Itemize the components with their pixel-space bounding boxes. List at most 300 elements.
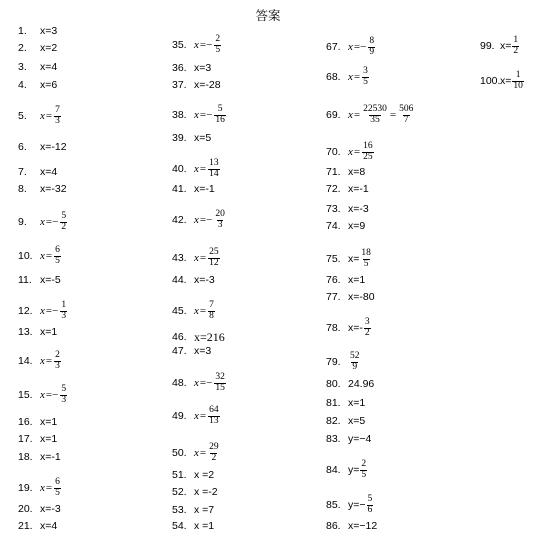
answer-item bbox=[172, 80, 221, 91]
fraction-numerator: 7 bbox=[209, 300, 214, 310]
fraction-denominator: 5 bbox=[55, 255, 60, 266]
fraction bbox=[398, 105, 414, 126]
item-number: 8. bbox=[18, 183, 27, 195]
answer-item bbox=[172, 373, 227, 394]
answer-item bbox=[326, 249, 373, 270]
answer-value bbox=[348, 37, 376, 58]
fraction-numerator: 52 bbox=[350, 351, 360, 361]
answer-value bbox=[40, 385, 68, 406]
fraction-denominator: 3 bbox=[55, 115, 60, 126]
answer-item bbox=[18, 327, 57, 338]
fraction-denominator: 14 bbox=[209, 168, 219, 179]
answer-variable: x bbox=[40, 215, 45, 228]
fraction-numerator: 6 bbox=[55, 245, 60, 255]
item-number: 41. bbox=[172, 183, 187, 195]
answer-sign: = bbox=[199, 304, 207, 317]
answer-value: x=4 bbox=[40, 166, 58, 178]
fraction-numerator: 1 bbox=[61, 300, 67, 310]
answer-value: x=3 bbox=[40, 25, 58, 37]
fraction bbox=[208, 248, 220, 269]
fraction-denominator: 15 bbox=[215, 382, 225, 393]
answer-item bbox=[18, 275, 61, 286]
answer-value: x=-3 bbox=[348, 203, 369, 215]
fraction-numerator: 25 bbox=[209, 247, 219, 257]
fraction-numerator: 6 bbox=[55, 477, 60, 487]
fraction bbox=[360, 249, 372, 270]
answer-sign: = bbox=[45, 109, 53, 122]
fraction-denominator: 9 bbox=[352, 361, 358, 372]
fraction-denominator: 2 bbox=[61, 221, 67, 232]
answer-sign: =− bbox=[199, 108, 213, 121]
answer-variable: x bbox=[194, 376, 199, 389]
fraction-denominator: 13 bbox=[209, 415, 219, 426]
answer-item bbox=[326, 221, 365, 232]
item-number: 85. bbox=[326, 499, 341, 512]
fraction-numerator: 5 bbox=[217, 104, 223, 114]
item-number: 72. bbox=[326, 183, 341, 195]
answer-value bbox=[194, 159, 221, 180]
fraction bbox=[368, 37, 375, 58]
fraction bbox=[54, 351, 61, 372]
answer-item bbox=[18, 80, 57, 91]
item-number: 77. bbox=[326, 291, 341, 303]
answer-item bbox=[172, 521, 214, 532]
answer-item bbox=[326, 204, 369, 215]
answer-value: x=-80 bbox=[348, 291, 375, 303]
answer-value bbox=[348, 142, 375, 163]
item-number: 80. bbox=[326, 378, 341, 390]
item-number: 16. bbox=[18, 416, 33, 428]
fraction-denominator: 5 bbox=[361, 469, 367, 480]
answer-value bbox=[40, 351, 62, 372]
answer-item bbox=[172, 35, 222, 56]
fraction bbox=[60, 301, 67, 322]
answer-item bbox=[326, 416, 365, 427]
fraction bbox=[208, 301, 215, 322]
answer-value: 24.96 bbox=[348, 378, 375, 390]
item-number: 53. bbox=[172, 504, 187, 516]
item-number: 1. bbox=[18, 25, 27, 37]
item-number: 35. bbox=[172, 39, 187, 52]
page-title: 答案 bbox=[255, 9, 281, 23]
fraction-denominator: 5 bbox=[363, 76, 368, 87]
fraction-denominator: 5 bbox=[215, 44, 221, 55]
answer-item bbox=[172, 331, 225, 343]
answer-variable: x bbox=[40, 388, 45, 401]
fraction bbox=[367, 495, 374, 516]
answer-sign: = bbox=[45, 249, 53, 262]
item-number: 13. bbox=[18, 326, 33, 338]
answer-value bbox=[194, 443, 221, 464]
item-number: 5. bbox=[18, 110, 27, 123]
answer-item bbox=[326, 67, 370, 88]
answer-value bbox=[40, 212, 68, 233]
answer-sign: = bbox=[389, 108, 397, 121]
answer-item bbox=[18, 43, 57, 54]
answer-sign: =− bbox=[199, 376, 213, 389]
fraction-denominator: 25 bbox=[363, 151, 373, 162]
answer-item bbox=[18, 301, 68, 322]
answer-sign: = bbox=[199, 162, 207, 175]
item-number: 14. bbox=[18, 355, 33, 368]
answer-value bbox=[348, 67, 370, 88]
fraction bbox=[512, 71, 524, 92]
fraction-numerator: 5 bbox=[61, 211, 67, 221]
fraction bbox=[362, 105, 388, 126]
item-number: 20. bbox=[18, 503, 33, 515]
answer-value: x=1 bbox=[40, 433, 58, 445]
answer-value: x=4 bbox=[40, 61, 58, 73]
answer-variable: x bbox=[40, 249, 45, 262]
answer-item bbox=[18, 142, 67, 153]
fraction bbox=[512, 36, 519, 57]
answer-value: x=8 bbox=[348, 166, 366, 178]
fraction-numerator: 20 bbox=[215, 209, 225, 219]
answer-value: x=4 bbox=[40, 520, 58, 532]
answer-variable: x= bbox=[500, 75, 512, 88]
answer-value bbox=[40, 246, 62, 267]
answer-variable: x=- bbox=[348, 322, 363, 335]
item-number: 19. bbox=[18, 482, 33, 495]
answer-variable: x bbox=[40, 481, 45, 494]
answer-value: x=5 bbox=[348, 415, 366, 427]
item-number: 48. bbox=[172, 377, 187, 390]
item-number: 69. bbox=[326, 109, 341, 122]
answer-item bbox=[326, 142, 375, 163]
answer-sign: = bbox=[199, 251, 207, 264]
answer-value bbox=[348, 318, 372, 339]
fraction-numerator: 22530 bbox=[363, 104, 387, 114]
fraction bbox=[362, 142, 374, 163]
answer-item bbox=[326, 495, 374, 516]
fraction-denominator: 7 bbox=[403, 114, 409, 125]
answer-value: x =-2 bbox=[194, 486, 218, 498]
answer-sign: = bbox=[199, 446, 207, 459]
item-number: 73. bbox=[326, 203, 341, 215]
answer-value bbox=[40, 478, 62, 499]
answer-value: x=-3 bbox=[194, 274, 215, 286]
item-number: 76. bbox=[326, 274, 341, 286]
answer-variable: x bbox=[194, 213, 199, 226]
answer-item bbox=[172, 487, 218, 498]
answer-value: x=1 bbox=[348, 274, 366, 286]
answer-item bbox=[326, 379, 374, 390]
fraction bbox=[349, 352, 361, 373]
answer-item bbox=[326, 521, 377, 532]
answer-value bbox=[194, 105, 227, 126]
answer-value bbox=[500, 36, 520, 57]
item-number: 51. bbox=[172, 469, 187, 481]
answer-item bbox=[172, 443, 221, 464]
answer-value: x=-1 bbox=[40, 451, 61, 463]
answer-item bbox=[172, 406, 221, 427]
item-number: 81. bbox=[326, 397, 341, 409]
answer-variable: x= bbox=[348, 253, 360, 266]
answer-item bbox=[326, 318, 372, 339]
answer-item bbox=[480, 71, 525, 92]
answer-sign: =− bbox=[45, 304, 59, 317]
item-number: 70. bbox=[326, 146, 341, 159]
fraction bbox=[364, 318, 371, 339]
answer-value bbox=[348, 495, 374, 516]
answer-value: x=5 bbox=[194, 132, 212, 144]
fraction-numerator: 5 bbox=[367, 494, 373, 504]
item-number: 3. bbox=[18, 61, 27, 73]
fraction-numerator: 64 bbox=[209, 405, 219, 415]
answer-variable: x bbox=[194, 409, 199, 422]
item-number: 12. bbox=[18, 305, 33, 318]
fraction bbox=[208, 406, 220, 427]
answer-value: x=3 bbox=[194, 345, 212, 357]
answer-value: x=1 bbox=[40, 326, 58, 338]
fraction-denominator: 2 bbox=[364, 327, 370, 338]
answer-value bbox=[194, 248, 221, 269]
fraction-numerator: 1 bbox=[513, 35, 519, 45]
item-number: 43. bbox=[172, 252, 187, 265]
fraction-denominator: 6 bbox=[367, 504, 373, 515]
fraction-numerator: 13 bbox=[209, 158, 219, 168]
answer-value: x=1 bbox=[348, 397, 366, 409]
item-number: 44. bbox=[172, 274, 187, 286]
fraction-numerator: 32 bbox=[215, 372, 225, 382]
answer-item bbox=[172, 346, 211, 357]
fraction-numerator: 5 bbox=[61, 384, 67, 394]
answer-item bbox=[172, 63, 211, 74]
answer-item bbox=[172, 301, 216, 322]
answer-item bbox=[18, 167, 57, 178]
fraction-denominator: 2 bbox=[211, 452, 217, 463]
answer-sign: = bbox=[45, 481, 53, 494]
answer-value: x=3 bbox=[194, 62, 212, 74]
item-number: 6. bbox=[18, 141, 27, 153]
answer-value: x=−12 bbox=[348, 520, 378, 532]
answer-item bbox=[18, 385, 68, 406]
item-number: 49. bbox=[172, 410, 187, 423]
answer-variable: x bbox=[348, 70, 353, 83]
item-number: 15. bbox=[18, 389, 33, 402]
fraction-denominator: 8 bbox=[209, 310, 214, 321]
fraction-denominator: 5 bbox=[55, 487, 60, 498]
item-number: 50. bbox=[172, 447, 187, 460]
fraction-numerator: 8 bbox=[369, 36, 375, 46]
answer-sign: = bbox=[353, 70, 361, 83]
fraction-denominator: 3 bbox=[61, 310, 67, 321]
answer-variable: x bbox=[194, 38, 199, 51]
answer-item bbox=[172, 275, 215, 286]
answer-item bbox=[18, 62, 57, 73]
item-number: 17. bbox=[18, 433, 33, 445]
answer-item bbox=[326, 105, 415, 126]
answer-value: x=-12 bbox=[40, 141, 67, 153]
item-number: 83. bbox=[326, 433, 341, 445]
answer-item bbox=[172, 159, 221, 180]
answer-variable: x bbox=[40, 109, 45, 122]
answer-item bbox=[18, 521, 57, 532]
fraction-numerator: 2 bbox=[361, 459, 367, 469]
answer-variable: x bbox=[348, 145, 353, 158]
fraction bbox=[208, 443, 220, 464]
item-number: 67. bbox=[326, 41, 341, 54]
answer-item bbox=[18, 434, 57, 445]
answer-value bbox=[40, 301, 68, 322]
answer-item bbox=[326, 398, 365, 409]
item-number: 84. bbox=[326, 464, 341, 477]
fraction-numerator: 16 bbox=[363, 141, 373, 151]
answer-value: x=-32 bbox=[40, 183, 67, 195]
item-number: 18. bbox=[18, 451, 33, 463]
item-number: 74. bbox=[326, 220, 341, 232]
answer-value: x =7 bbox=[194, 504, 215, 516]
answer-value: y=−4 bbox=[348, 433, 372, 445]
answer-variable: x bbox=[40, 304, 45, 317]
item-number: 38. bbox=[172, 109, 187, 122]
answer-value bbox=[348, 352, 362, 373]
answer-item bbox=[326, 37, 376, 58]
answer-sign: = bbox=[199, 409, 207, 422]
answer-item bbox=[18, 246, 62, 267]
answer-value: x=6 bbox=[40, 79, 58, 91]
answer-sign: =− bbox=[45, 388, 59, 401]
fraction-denominator: 3 bbox=[55, 360, 60, 371]
fraction-denominator: 3 bbox=[61, 394, 67, 405]
answer-sign: = bbox=[353, 108, 361, 121]
item-number: 4. bbox=[18, 79, 27, 91]
answer-value: x=9 bbox=[348, 220, 366, 232]
answer-value bbox=[194, 373, 227, 394]
answer-variable: x bbox=[40, 354, 45, 367]
answer-item bbox=[172, 210, 227, 231]
fraction-denominator: 12 bbox=[209, 257, 219, 268]
fraction-denominator: 9 bbox=[369, 46, 375, 57]
item-number: 47. bbox=[172, 345, 187, 357]
answer-variable: y=− bbox=[348, 499, 366, 512]
answer-item bbox=[480, 36, 520, 57]
fraction-numerator: 1 bbox=[515, 70, 521, 80]
fraction bbox=[54, 246, 61, 267]
fraction bbox=[54, 478, 61, 499]
answer-value: x =1 bbox=[194, 520, 215, 532]
answer-item bbox=[18, 212, 68, 233]
fraction-numerator: 3 bbox=[364, 317, 370, 327]
fraction-numerator: 2 bbox=[215, 34, 221, 44]
answer-value bbox=[348, 105, 415, 126]
item-number: 11. bbox=[18, 274, 32, 286]
answer-item bbox=[172, 248, 221, 269]
item-number: 42. bbox=[172, 214, 187, 227]
answer-item bbox=[18, 351, 62, 372]
answer-item bbox=[326, 352, 362, 373]
answer-variable: x bbox=[194, 304, 199, 317]
fraction bbox=[214, 210, 226, 231]
answer-value: x =2 bbox=[194, 469, 215, 481]
fraction bbox=[208, 159, 220, 180]
item-number: 68. bbox=[326, 71, 341, 84]
answer-sign: =− bbox=[199, 213, 213, 226]
fraction bbox=[214, 373, 226, 394]
fraction bbox=[214, 35, 221, 56]
answer-item bbox=[172, 133, 211, 144]
answer-item bbox=[18, 417, 57, 428]
fraction-denominator: 3 bbox=[217, 219, 223, 230]
item-number: 9. bbox=[18, 216, 27, 229]
fraction-denominator: 35 bbox=[370, 114, 380, 125]
answer-item bbox=[326, 292, 375, 303]
fraction bbox=[362, 67, 369, 88]
answer-variable: x bbox=[348, 108, 353, 121]
answer-item bbox=[18, 478, 62, 499]
answer-item bbox=[172, 470, 214, 481]
answer-variable: x bbox=[194, 108, 199, 121]
answer-variable: x bbox=[194, 162, 199, 175]
answer-item bbox=[326, 167, 365, 178]
answer-item bbox=[172, 184, 215, 195]
fraction-numerator: 3 bbox=[363, 66, 368, 76]
answer-sign: =− bbox=[199, 38, 213, 51]
item-number: 7. bbox=[18, 166, 27, 178]
answer-value bbox=[348, 460, 368, 481]
answer-item bbox=[326, 460, 368, 481]
answer-value: x=1 bbox=[40, 416, 58, 428]
item-number: 40. bbox=[172, 163, 187, 176]
fraction-numerator: 29 bbox=[209, 442, 219, 452]
item-number: 45. bbox=[172, 305, 187, 318]
item-number: 82. bbox=[326, 415, 341, 427]
item-number: 100. bbox=[480, 75, 501, 88]
answer-value: x=216 bbox=[194, 330, 225, 344]
fraction-denominator: 5 bbox=[363, 258, 369, 269]
answer-value bbox=[40, 106, 62, 127]
fraction bbox=[54, 106, 61, 127]
answer-value bbox=[194, 301, 216, 322]
answer-value: x=-1 bbox=[348, 183, 369, 195]
fraction bbox=[60, 212, 67, 233]
fraction-numerator: 18 bbox=[361, 248, 371, 258]
item-number: 75. bbox=[326, 253, 341, 266]
item-number: 71. bbox=[326, 166, 341, 178]
item-number: 46. bbox=[172, 330, 187, 343]
answer-value bbox=[500, 71, 525, 92]
answer-item bbox=[326, 434, 371, 445]
fraction bbox=[60, 385, 67, 406]
answer-item bbox=[172, 505, 214, 516]
fraction-numerator: 2 bbox=[55, 350, 60, 360]
answer-value bbox=[348, 249, 373, 270]
answer-value: x=-5 bbox=[40, 274, 61, 286]
answer-value: x=-1 bbox=[194, 183, 215, 195]
item-number: 52. bbox=[172, 486, 187, 498]
answer-value bbox=[194, 210, 227, 231]
answer-sign: = bbox=[45, 354, 53, 367]
answer-variable: x bbox=[348, 40, 353, 53]
fraction bbox=[360, 460, 367, 481]
answer-sign: =− bbox=[353, 40, 367, 53]
answer-item bbox=[18, 106, 62, 127]
item-number: 78. bbox=[326, 322, 341, 335]
answer-item bbox=[326, 275, 365, 286]
answer-value bbox=[194, 35, 222, 56]
answer-value: x=-28 bbox=[194, 79, 221, 91]
fraction-denominator: 2 bbox=[513, 45, 519, 56]
item-number: 99. bbox=[480, 40, 495, 53]
item-number: 37. bbox=[172, 79, 187, 91]
answer-item bbox=[18, 504, 61, 515]
item-number: 36. bbox=[172, 62, 187, 74]
answer-value bbox=[194, 406, 221, 427]
fraction bbox=[214, 105, 226, 126]
fraction-numerator: 7 bbox=[55, 105, 60, 115]
answer-item bbox=[18, 26, 57, 37]
answer-variable: x= bbox=[500, 40, 512, 53]
